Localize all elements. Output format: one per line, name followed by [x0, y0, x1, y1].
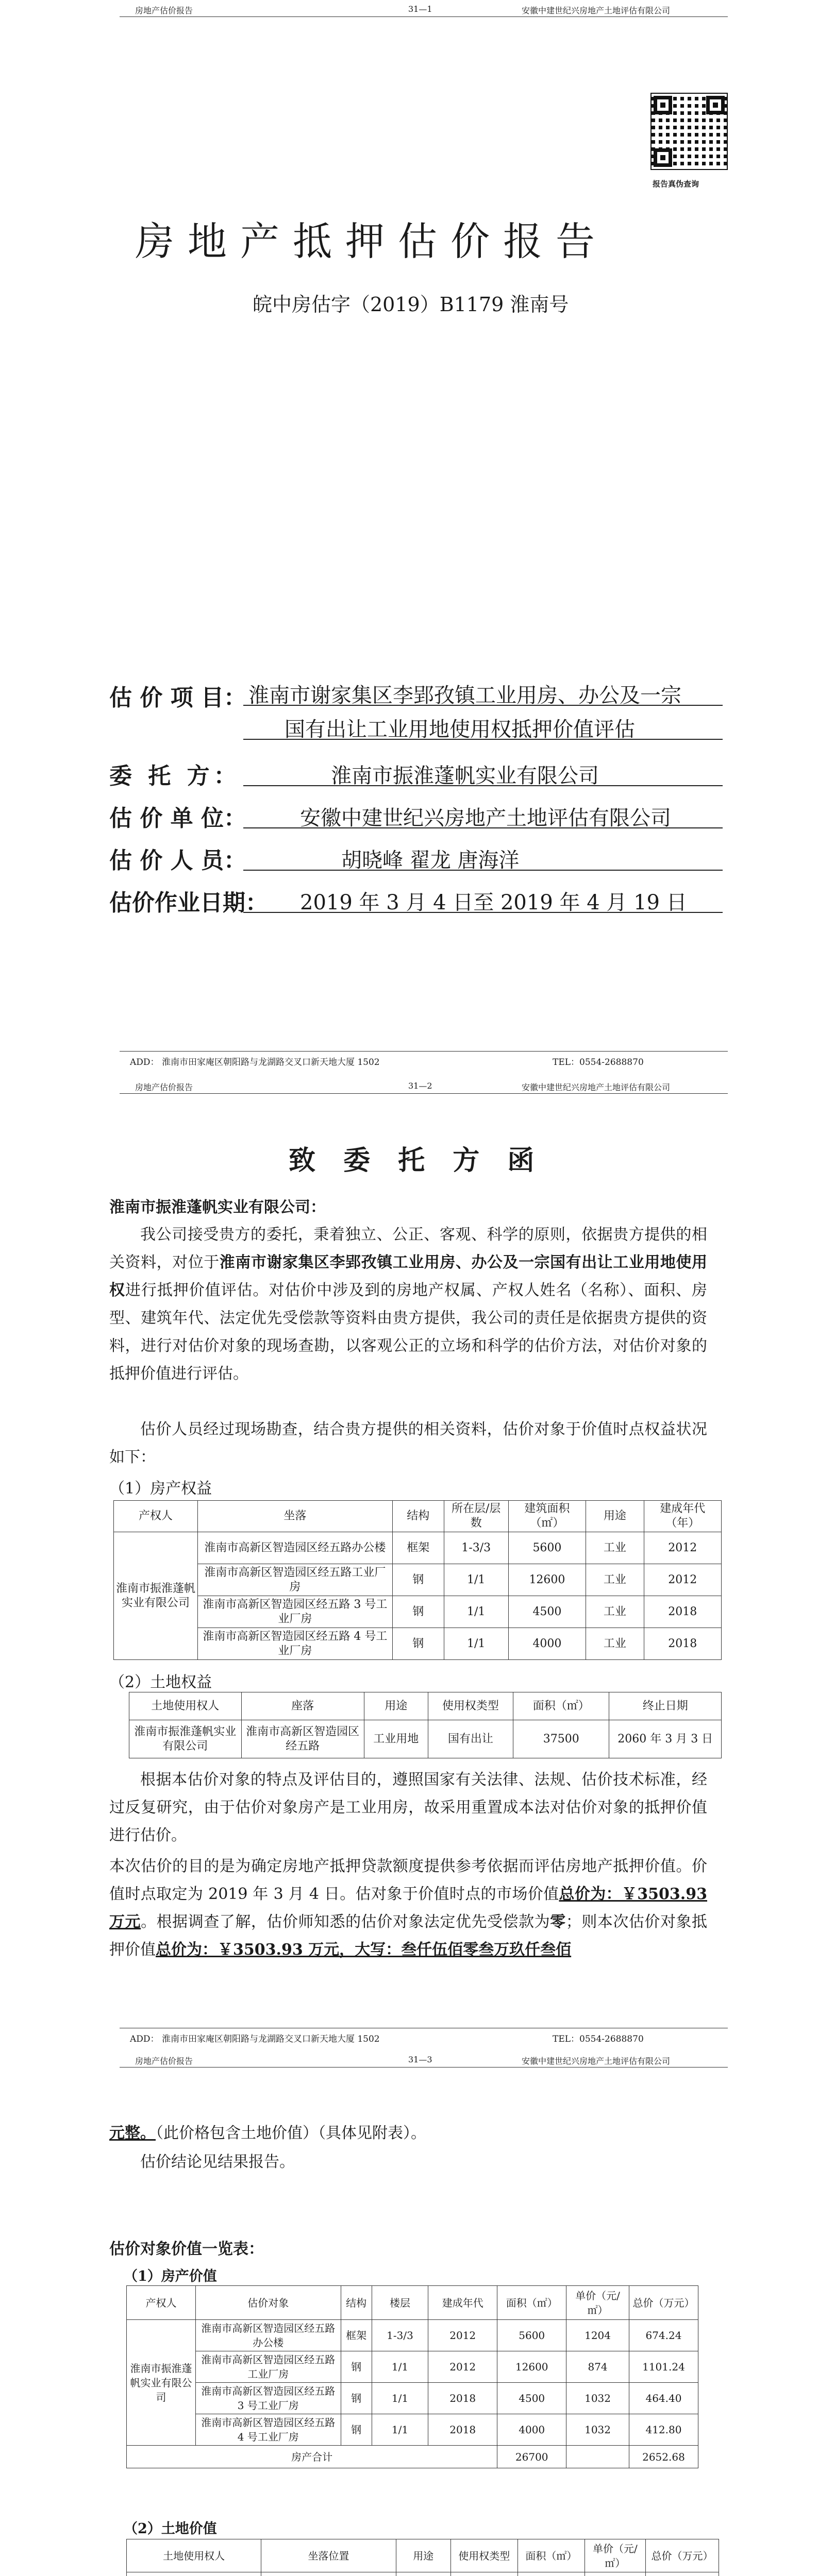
cell: 2018 [644, 1628, 721, 1660]
th-owner: 产权人 [127, 2286, 196, 2320]
footer-address: ADD： 淮南市田家庵区朝阳路与龙湖路交叉口新天地大厦 1502 [130, 2034, 380, 2044]
cell: 钢 [341, 2383, 372, 2414]
table-row-total [127, 2446, 698, 2468]
cell: 淮南市高新区智造园区经五路办公楼 [198, 1532, 393, 1564]
letter-title: 致 委 托 方 函 [289, 1145, 544, 1176]
para4-text-a: 本次估价的目的是为确定房地产抵押贷款额度提供参考依据而评估房地产抵押价值。价值时点取定为 2019 年 3 月 4 日。估对象于价值时点的市场价值 [109, 1857, 707, 1903]
unit-value: 安徽中建世纪兴房地产土地评估有限公司 [300, 806, 671, 830]
table-row [127, 2351, 698, 2383]
header-page-no: 31—1 [408, 4, 432, 14]
cell: 钢 [392, 1628, 444, 1660]
cell [566, 2446, 629, 2468]
cell: 4000 [497, 2414, 566, 2446]
cell [450, 2572, 517, 2576]
cell: 5600 [508, 1532, 586, 1564]
para4-text-e: ；则本次估价对象抵押价值 [109, 1913, 708, 1959]
letter-para-3: 根据本估价对象的特点及评估目的，遵照国家有关法律、法规、估价技术标准，经过反复研究，由于估价对象房产是工业用房，故采用重置成本法对估价对象的抵押价值进行估价。 [109, 1771, 707, 1844]
th-total: 总价（万元） [629, 2286, 698, 2320]
summary-title: 估价对象价值一览表： [109, 2240, 264, 2258]
cell: 1101.24 [629, 2351, 698, 2383]
cell: 2012 [644, 1564, 721, 1596]
cell [645, 2572, 719, 2576]
qr-code[interactable] [650, 93, 728, 170]
cell: 淮南市高新区智造园区经五路工业厂房 [198, 1564, 393, 1596]
section-land-value: （2）土地价值 [124, 2521, 217, 2537]
section-land-rights: （2）土地权益 [109, 1673, 212, 1691]
page2-footer [120, 2028, 728, 2047]
cell: 工业 [586, 1628, 644, 1660]
table-row [114, 1532, 722, 1564]
header-right: 安徽中建世纪兴房地产土地评估有限公司 [522, 2056, 671, 2066]
footer-tel: TEL：0554-2688870 [553, 2034, 644, 2044]
letter-para-2: 估价人员经过现场勘查，结合贵方提供的相关资料，估价对象于价值时点权益状况如下： [109, 1420, 707, 1466]
th-structure: 结构 [341, 2286, 372, 2320]
cell: 1/1 [444, 1564, 508, 1596]
cell: 工业 [586, 1596, 644, 1628]
cell: 37500 [513, 1720, 609, 1758]
cell: 464.40 [629, 2383, 698, 2414]
th-year: 建成年代 [428, 2286, 497, 2320]
section-house-value: （1）房产价值 [124, 2268, 217, 2284]
conclusion-text: 估价结论见结果报告。 [140, 2153, 295, 2171]
header-right: 安徽中建世纪兴房地产土地评估有限公司 [522, 6, 671, 15]
house-value-table [126, 2285, 698, 2468]
th-structure: 结构 [392, 1501, 444, 1532]
cell: 2012 [428, 2351, 497, 2383]
table-row [127, 2414, 698, 2446]
cell: 淮南市高新区智造园区经五路办公楼 [196, 2320, 341, 2351]
th-land-area: 面积（㎡） [513, 1692, 609, 1720]
th-land-type: 使用权类型 [428, 1692, 513, 1720]
house-total-area: 26700 [497, 2446, 566, 2468]
appraisers-value: 胡晓峰 翟龙 唐海洋 [341, 849, 520, 872]
th-use: 用途 [586, 1501, 644, 1532]
report-number: 皖中房估字（2019）B1179 淮南号 [253, 293, 569, 316]
cell [127, 2572, 261, 2576]
page1-header [120, 0, 728, 17]
cell: 1032 [566, 2383, 629, 2414]
cell: 1032 [566, 2414, 629, 2446]
continued-text [109, 2120, 707, 2147]
cell: 淮南市高新区智造园区经五路 3 号工业厂房 [196, 2383, 341, 2414]
th-location: 坐落 [198, 1501, 393, 1532]
table-row [114, 1564, 722, 1596]
cell: 12600 [508, 1564, 586, 1596]
th-object: 估价对象 [196, 2286, 341, 2320]
th-land-owner: 土地使用权人 [129, 1692, 242, 1720]
cell: 1-3/3 [444, 1532, 508, 1564]
th-land-use: 用途 [364, 1692, 428, 1720]
cell [261, 2572, 396, 2576]
cell: 工业用地 [364, 1720, 428, 1758]
cell: 1/1 [444, 1628, 508, 1660]
cell: 淮南市高新区智造园区经五路 4 号工业厂房 [198, 1628, 393, 1660]
header-page-no: 31—3 [408, 2055, 432, 2064]
house-rights-table [113, 1500, 722, 1660]
house-total-value: 2652.68 [629, 2446, 698, 2468]
cell [517, 2572, 585, 2576]
cell: 1/1 [372, 2383, 428, 2414]
cell: 工业 [586, 1532, 644, 1564]
th-land-total: 总价（万元） [645, 2539, 719, 2572]
header-left: 房地产估价报告 [135, 2056, 193, 2066]
owner-cell: 淮南市振淮蓬帆实业有限公司 [114, 1532, 198, 1660]
cell: 2012 [644, 1532, 721, 1564]
th-land-owner: 土地使用权人 [127, 2539, 261, 2572]
cell: 2012 [428, 2320, 497, 2351]
cell: 淮南市振淮蓬帆实业有限公司 [129, 1720, 242, 1758]
cell: 4500 [497, 2383, 566, 2414]
para4-text-c: 。根据调查了解，估价师知悉的估价对象法定优先受偿款为 [141, 1913, 550, 1931]
th-land-end: 终止日期 [609, 1692, 722, 1720]
th-owner: 产权人 [114, 1501, 198, 1532]
letter-para-1 [109, 1221, 707, 1388]
th-land-area: 面积（㎡） [517, 2539, 585, 2572]
cell: 钢 [341, 2351, 372, 2383]
client-value: 淮南市振淮蓬帆实业有限公司 [331, 764, 599, 788]
market-value: 总价为：￥3503.93 万元 [109, 1885, 707, 1931]
priority-amount: 零 [550, 1913, 566, 1931]
footer-tel: TEL：0554-2688870 [553, 1057, 644, 1067]
header-right: 安徽中建世纪兴房地产土地评估有限公司 [522, 1082, 671, 1092]
project-value-1: 淮南市谢家集区李郢孜镇工业用房、办公及一宗 [248, 684, 681, 707]
cell: 框架 [341, 2320, 372, 2351]
para1-subject: 淮南市谢家集区李郢孜镇工业用房、办公及一宗国有出让工业用地使用权 [109, 1253, 708, 1299]
client-label: 委 托 方： [109, 763, 241, 789]
project-value-2: 国有出让工业用地使用权抵押价值评估 [285, 718, 635, 741]
th-area: 建筑面积（㎡） [508, 1501, 586, 1532]
table-row [127, 2383, 698, 2414]
cell: 874 [566, 2351, 629, 2383]
cell: 钢 [341, 2414, 372, 2446]
cell: 2060 年 3 月 3 日 [609, 1720, 722, 1758]
cell: 国有出让 [428, 1720, 513, 1758]
cell: 2018 [644, 1596, 721, 1628]
appraisers-label: 估 价 人 员： [109, 848, 246, 874]
th-area: 面积（㎡） [497, 2286, 566, 2320]
project-label: 估 价 项 目： [109, 685, 246, 711]
mortgage-value: 总价为：￥3503.93 万元，大写：叁仟伍佰零叁万玖仟叁佰 [156, 1941, 572, 1959]
qr-caption: 报告真伪查询 [653, 179, 699, 189]
cell: 2018 [428, 2414, 497, 2446]
addressee: 淮南市振淮蓬帆实业有限公司： [109, 1198, 326, 1216]
cell: 12600 [497, 2351, 566, 2383]
para1-text-a: 我公司接受贵方的委托，秉着独立、公正、客观、科学的原则，依据贵方提供的相关资料，对位于 [109, 1226, 707, 1272]
table-row [114, 1596, 722, 1628]
table-row [129, 1720, 722, 1758]
continued-note: （此价格包含土地价值）（具体见附表）。 [156, 2124, 426, 2142]
cell: 1/1 [444, 1596, 508, 1628]
report-title: 房地产抵押估价报告 [135, 218, 608, 264]
cell: 框架 [392, 1532, 444, 1564]
cell: 2018 [428, 2383, 497, 2414]
section-house-rights: （1）房产权益 [109, 1480, 212, 1498]
house-total-label: 房产合计 [127, 2446, 497, 2468]
page1-footer [120, 1051, 728, 1070]
cell: 钢 [392, 1596, 444, 1628]
table-row [114, 1628, 722, 1660]
cell [585, 2572, 645, 2576]
table-row [127, 2320, 698, 2351]
th-land-type: 使用权类型 [450, 2539, 517, 2572]
cell: 1/1 [372, 2414, 428, 2446]
cell: 淮南市高新区智造园区经五路 3 号工业厂房 [198, 1596, 393, 1628]
th-land-unit: 单价（元/㎡） [585, 2539, 645, 2572]
page2-header [120, 1077, 728, 1094]
cell: 淮南市高新区智造园区经五路工业厂房 [196, 2351, 341, 2383]
date-value: 2019 年 3 月 4 日至 2019 年 4 月 19 日 [300, 891, 687, 914]
th-land-location: 座落 [241, 1692, 364, 1720]
cell: 1/1 [372, 2351, 428, 2383]
table-row [127, 2572, 719, 2576]
header-left: 房地产估价报告 [135, 1082, 193, 1092]
th-floor: 楼层 [372, 2286, 428, 2320]
cell: 1-3/3 [372, 2320, 428, 2351]
footer-address: ADD： 淮南市田家庵区朝阳路与龙湖路交叉口新天地大厦 1502 [130, 1057, 380, 1067]
letter-para-4 [109, 1853, 707, 1964]
owner-cell: 淮南市振淮蓬帆实业有限公司 [127, 2320, 196, 2446]
header-left: 房地产估价报告 [135, 6, 193, 15]
cell: 工业 [586, 1564, 644, 1596]
cell: 淮南市高新区智造园区经五路 [241, 1720, 364, 1758]
date-label: 估价作业日期： [109, 890, 268, 916]
cell: 5600 [497, 2320, 566, 2351]
th-land-location: 坐落位置 [261, 2539, 396, 2572]
th-unit-price: 单价（元/㎡） [566, 2286, 629, 2320]
unit-label: 估 价 单 位： [109, 805, 246, 832]
th-land-use: 用途 [396, 2539, 450, 2572]
cell: 1204 [566, 2320, 629, 2351]
cell: 412.80 [629, 2414, 698, 2446]
cell: 4500 [508, 1596, 586, 1628]
cell: 淮南市高新区智造园区经五路 4 号工业厂房 [196, 2414, 341, 2446]
th-year: 建成年代（年） [644, 1501, 721, 1532]
cell: 674.24 [629, 2320, 698, 2351]
th-floor: 所在层/层数 [444, 1501, 508, 1532]
cell: 钢 [392, 1564, 444, 1596]
land-value-table [126, 2539, 719, 2576]
header-page-no: 31—2 [408, 1081, 432, 1091]
cell: 4000 [508, 1628, 586, 1660]
cell [396, 2572, 450, 2576]
page3-header [120, 2050, 728, 2067]
land-rights-table [129, 1692, 722, 1758]
amount-suffix: 元整。 [109, 2124, 156, 2142]
para1-text-c: 进行抵押价值评估。对估价中涉及到的房地产权属、产权人姓名（名称）、面积、房型、建筑年代、法定优先受偿款等资料由贵方提供，我公司的责任是依据贵方提供的资料，进行对估价对象的现场查勘，以客观公正的立场和科学的估价方法，对估价对象的抵押价值进行评估。 [109, 1281, 708, 1383]
